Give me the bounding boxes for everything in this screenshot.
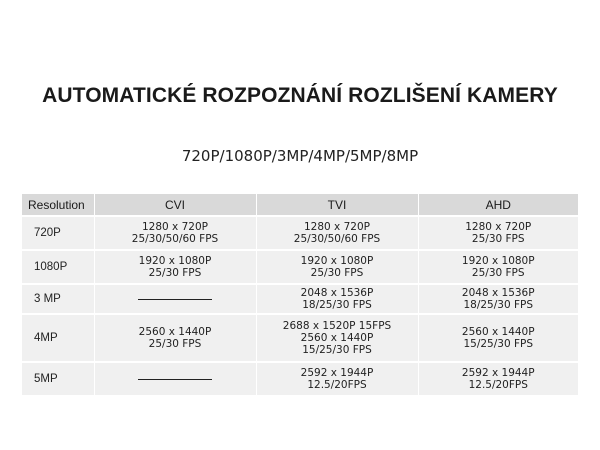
tvi-cell [256,314,418,362]
cell-line: 25/30 FPS [148,267,202,279]
cell-line: 1920 x 1080P [138,255,212,267]
table-row [22,216,578,250]
cell-line: 12.5/20FPS [307,379,367,391]
cell-line: 2560 x 1440P [138,326,212,338]
cvi-cell [94,314,256,362]
table-row [22,284,578,314]
row-resolution: 4MP [22,314,94,362]
cell-line: 25/30 FPS [310,267,364,279]
supported-resolutions-subtitle: 720P/1080P/3MP/4MP/5MP/8MP [181,147,419,165]
cell-line: 1280 x 720P [465,221,532,233]
ahd-cell [418,314,578,362]
table-row [22,250,578,284]
cell-line: 1280 x 720P [304,221,370,233]
cell-line: 25/30/50/60 FPS [293,233,381,245]
cell-line: 1920 x 1080P [300,255,374,267]
header-cvi: CVI [94,194,256,216]
ahd-cell [418,250,578,284]
not-supported-dash [138,299,212,300]
cell-line: 18/25/30 FPS [463,299,534,311]
cvi-cell [94,284,256,314]
page-title: AUTOMATICKÉ ROZPOZNÁNÍ ROZLIŠENÍ KAMERY [42,84,558,107]
cell-line: 25/30 FPS [471,267,525,279]
resolution-table [22,194,578,395]
cell-line: 1920 x 1080P [461,255,535,267]
tvi-cell [256,250,418,284]
cvi-cell [94,250,256,284]
tvi-cell [256,284,418,314]
header-tvi: TVI [256,194,418,216]
cell-line: 15/25/30 FPS [463,338,534,350]
row-resolution: 720P [22,216,94,250]
table-header-row [22,194,578,216]
cell-line: 1280 x 720P [142,221,208,233]
cell-line: 2592 x 1944P [300,367,374,379]
ahd-cell [418,362,578,395]
cell-line: 2560 x 1440P [300,332,374,344]
table-row [22,362,578,395]
header-ahd: AHD [418,194,578,216]
cell-line: 2560 x 1440P [461,326,535,338]
tvi-cell [256,362,418,395]
row-resolution: 3 MP [22,284,94,314]
ahd-cell [418,284,578,314]
cell-line: 25/30/50/60 FPS [131,233,219,245]
cell-line: 12.5/20FPS [468,379,528,391]
cell-line: 18/25/30 FPS [302,299,372,311]
cvi-cell [94,362,256,395]
ahd-cell [418,216,578,250]
tvi-cell [256,216,418,250]
cell-line: 25/30 FPS [471,233,525,245]
header-resolution: Resolution [22,194,94,216]
cell-line: 2048 x 1536P [300,287,374,299]
cell-line: 25/30 FPS [148,338,202,350]
cell-line: 2048 x 1536P [461,287,535,299]
not-supported-dash [138,379,212,380]
cell-line: 2592 x 1944P [461,367,535,379]
table-row [22,314,578,362]
cvi-cell [94,216,256,250]
row-resolution: 1080P [22,250,94,284]
cell-line: 15/25/30 FPS [302,344,372,356]
row-resolution: 5MP [22,362,94,395]
cell-line: 2688 x 1520P 15FPS [282,320,392,332]
